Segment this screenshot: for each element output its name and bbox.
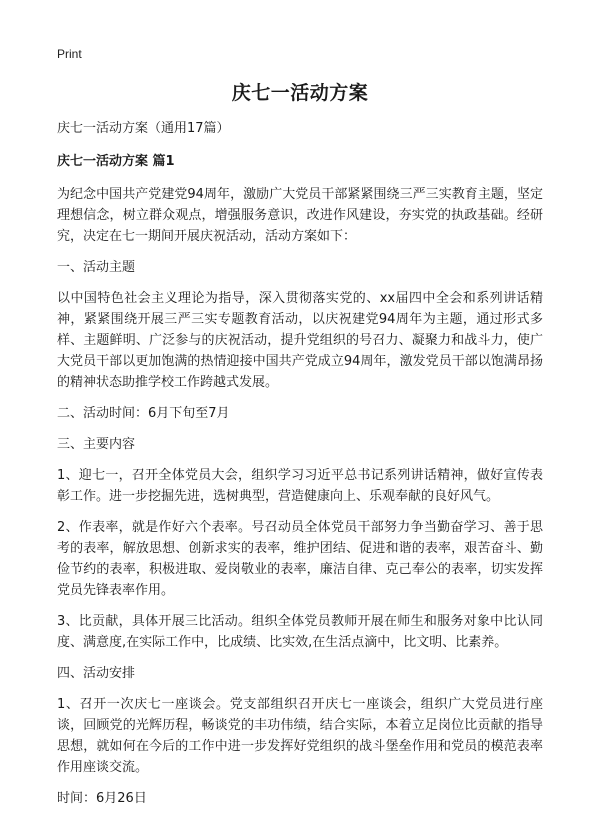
section-heading-theme: 一、活动主题 [57,260,136,275]
meeting-date: 时间：6月26日 [57,791,147,806]
document-subtitle: 庆七一活动方案（通用17篇） [57,121,230,136]
section-heading-content: 三、主要内容 [57,437,136,452]
arrangement-item-1: 1、召开一次庆七一座谈会。党支部组织召开庆七一座谈会，组织广大党员进行座谈，回顾党的光辉历程，畅谈党的丰功伟绩，结合实际，本着立足岗位比贡献的指导思想，就如何在今后的工作中进一步发挥好党组织的战斗堡垒作用和党员的模范表率作用座谈交流。 [57,697,543,775]
intro-paragraph: 为纪念中国共产党建党94周年，激励广大党员干部紧紧围绕三严三实教育主题，坚定理想信念，树立群众观点，增强服务意识，改进作风建设，夯实党的执政基础。经研究，决定在七一期间开展庆祝活动，活动方案如下： [57,187,543,244]
section-heading-time: 二、活动时间：6月下旬至7月 [57,406,230,421]
page-title: 庆七一活动方案 [231,82,369,104]
theme-paragraph: 以中国特色社会主义理论为指导，深入贯彻落实党的、xx届四中全会和系列讲话精神，紧紧围绕开展三严三实专题教育活动，以庆祝建党94周年为主题，通过形式多样、主题鲜明、广泛参与的庆祝活动，提升党组织的号召力、凝聚力和战斗力，使广大党员干部以更加饱满的热情迎接中国共产党成立94周年，激发党员干部以饱满昂扬的精神状态助推学校工作跨越式发展。 [57,291,543,390]
print-link[interactable]: Print [57,47,82,61]
content-item-3: 3、比贡献，具体开展三比活动。组织全体党员教师开展在师生和服务对象中比认同度、满意度,在实际工作中，比成绩、比实效,在生活点滴中，比文明、比素养。 [57,614,543,650]
content-item-2: 2、作表率，就是作好六个表率。号召动员全体党员干部努力争当勤奋学习、善于思考的表率，解放思想、创新求实的表率，维护团结、促进和谐的表率，艰苦奋斗、勤俭节约的表率，积极进取、爱岗敬业的表率，廉洁自律、克己奉公的表率，切实发挥党员先锋表率作用。 [57,520,543,598]
document-body [57,118,543,809]
article-heading: 庆七一活动方案 篇1 [57,154,175,169]
section-heading-arrangement: 四、活动安排 [57,666,136,681]
content-item-1: 1、迎七一，召开全体党员大会，组织学习习近平总书记系列讲话精神，做好宣传表彰工作。进一步挖掘先进，选树典型，营造健康向上、乐观奉献的良好风气。 [57,468,543,504]
